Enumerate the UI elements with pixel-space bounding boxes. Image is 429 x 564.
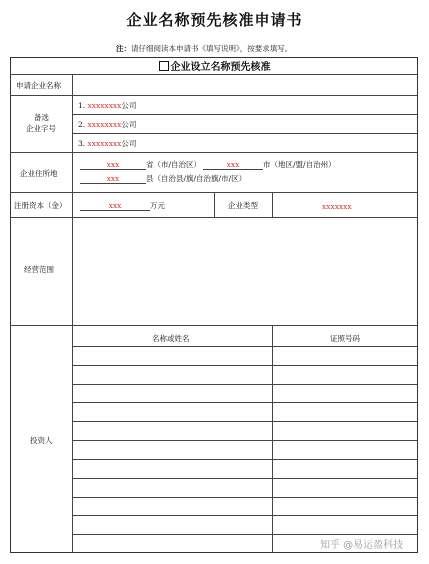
type-value[interactable]: xxxxxxx [322, 202, 352, 211]
investor-row-rule [72, 421, 418, 422]
alt-name-1[interactable] [78, 100, 136, 111]
county-suffix: 县（自治县/旗/自治旗/市/区） [146, 174, 247, 183]
scope-label: 经营范围 [24, 265, 54, 274]
investor-row-rule [72, 440, 418, 441]
investor-row-rule [72, 365, 418, 366]
capital-field[interactable] [80, 200, 165, 211]
alt-name-2[interactable] [78, 119, 136, 130]
rule-alt-2 [72, 133, 418, 134]
note-text: 请仔细阅读本申请书《填写说明》，按要求填写。 [131, 44, 293, 53]
alt-name-2-value: xxxxxxxx [87, 120, 122, 129]
investor-col-name: 名称或姓名 [152, 334, 190, 343]
alt-name-1-value: xxxxxxxx [87, 101, 122, 110]
watermark: 知乎 @易运盈科技 [320, 540, 404, 551]
investor-row-rule [72, 497, 418, 498]
section-title-text: 企业设立名称预先核准 [170, 62, 271, 73]
alt-names-label-1: 备选 [34, 113, 49, 122]
investor-row-rule [72, 515, 418, 516]
investor-label: 投资人 [30, 436, 53, 445]
alt-name-1-suffix: 公司 [121, 101, 137, 110]
capital-label: 注册资本（金） [14, 201, 67, 210]
applicant-name-field[interactable] [74, 76, 416, 94]
province-value: xxx [80, 160, 146, 170]
alt-name-1-num: 1. [78, 101, 86, 110]
address-line-2[interactable] [80, 173, 246, 184]
alt-name-3-value: xxxxxxxx [87, 139, 122, 148]
county-value: xxx [80, 174, 146, 184]
rule-investor-split [272, 325, 273, 553]
section-checkbox[interactable] [159, 61, 169, 71]
fill-note [116, 43, 292, 54]
applicant-name-label: 申请企业名称 [16, 81, 61, 90]
alt-name-2-suffix: 公司 [121, 120, 137, 129]
alt-name-2-num: 2. [78, 120, 86, 129]
rule-investor-header [72, 346, 418, 347]
type-label: 企业类型 [228, 201, 258, 210]
rule-label-column [72, 74, 73, 553]
city-suffix: 市（地区/盟/自治州） [263, 160, 336, 169]
alt-names-label-2: 企业字号 [26, 124, 56, 133]
investor-row-rule [72, 459, 418, 460]
alt-name-3-suffix: 公司 [121, 139, 137, 148]
investor-row-rule [72, 478, 418, 479]
scope-field[interactable] [74, 219, 416, 323]
investor-row-rule [72, 534, 418, 535]
capital-value: xxx [80, 201, 150, 211]
document-title: 企业名称预先核准申请书 [126, 11, 303, 29]
rule-capital-split [214, 192, 215, 217]
address-line-1[interactable] [80, 159, 336, 170]
address-label: 企业住所地 [20, 169, 58, 178]
rule-alt-1 [72, 114, 418, 115]
alt-name-3-num: 3. [78, 139, 86, 148]
note-label: 注： [116, 44, 131, 53]
investor-row-rule [72, 402, 418, 403]
city-value: xxx [203, 160, 263, 170]
alt-name-3[interactable] [78, 138, 136, 149]
investor-col-id: 证照号码 [330, 334, 360, 343]
rule-type-split [272, 192, 273, 217]
capital-unit: 万元 [150, 201, 165, 210]
investor-row-rule [72, 384, 418, 385]
section-title [0, 58, 429, 73]
province-suffix: 省（市/自治区） [146, 160, 202, 169]
